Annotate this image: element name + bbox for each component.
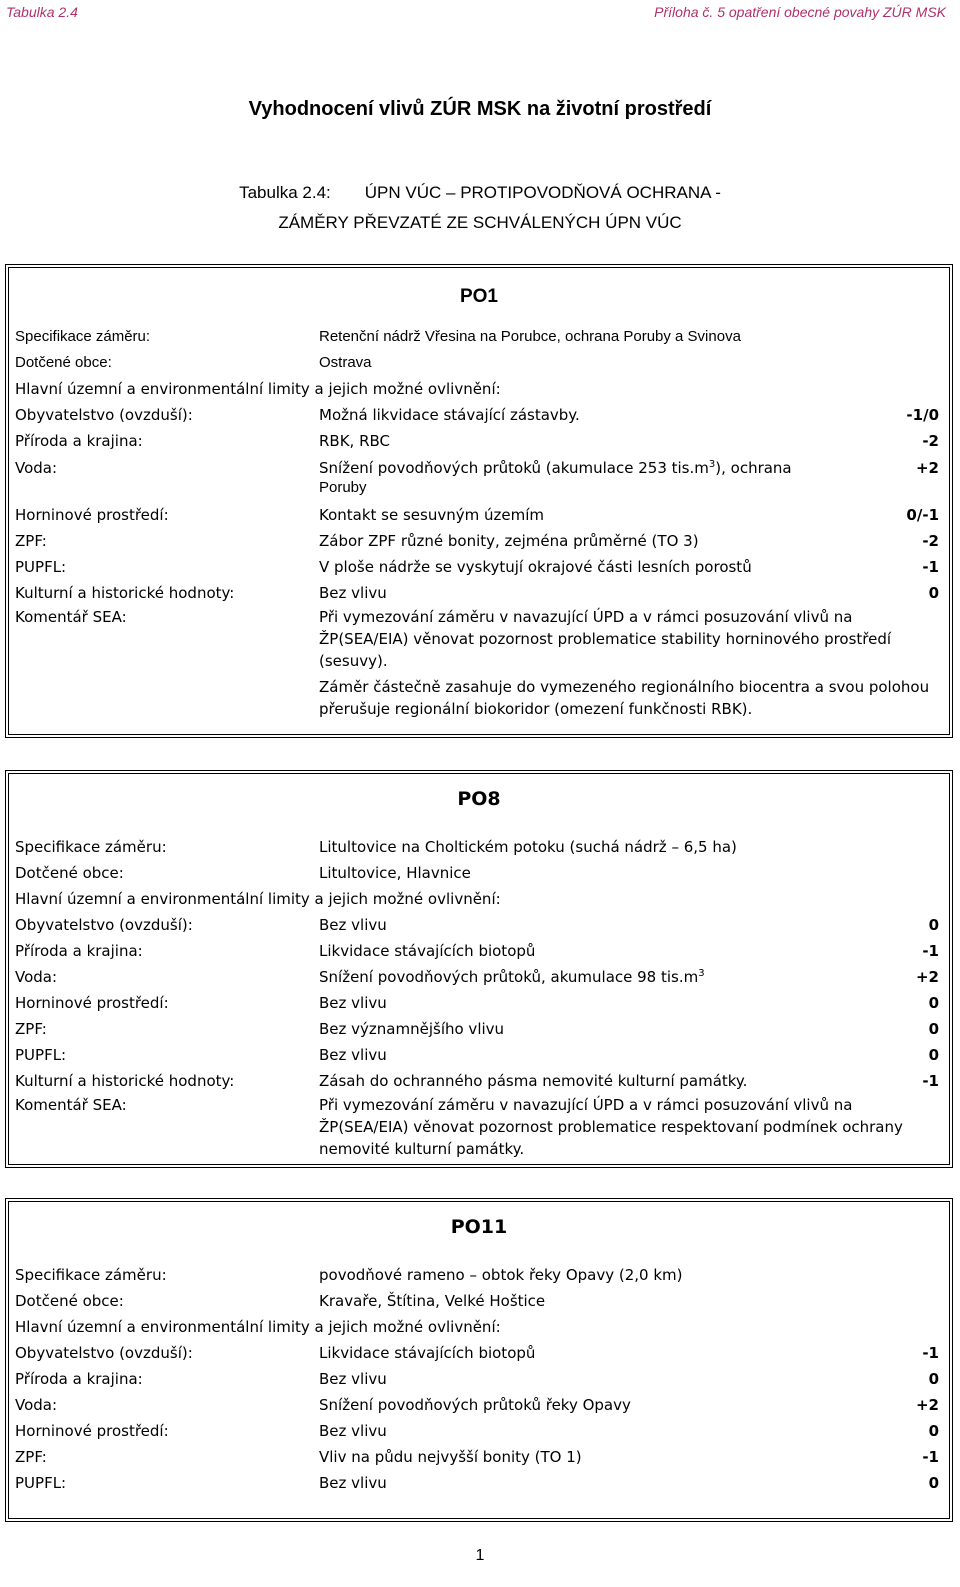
po8-priroda-value: Likvidace stávajících biotopů <box>319 942 536 960</box>
header-right: Příloha č. 5 opatření obecné povahy ZÚR MSK <box>654 4 946 20</box>
po1-kult-label: Kulturní a historické hodnoty: <box>15 584 235 602</box>
po1-priroda-value: RBK, RBC <box>319 432 391 450</box>
po8-kult-row <box>9 1068 949 1094</box>
po1-obyv-score: -1/0 <box>906 406 939 424</box>
po8-voda-label: Voda: <box>15 968 58 986</box>
po11-zpf-value: Vliv na půdu nejvyšší bonity (TO 1) <box>319 1448 582 1466</box>
po11-obce-value: Kravaře, Štítina, Velké Hoštice <box>319 1292 546 1310</box>
po11-horn-score: 0 <box>928 1422 939 1440</box>
po11-pupfl-value: Bez vlivu <box>319 1474 387 1492</box>
po1-priroda-score: -2 <box>922 432 939 450</box>
po8-horn-score: 0 <box>928 994 939 1012</box>
po1-voda-score: +2 <box>915 459 939 477</box>
po1-pupfl-score: -1 <box>922 558 939 576</box>
po8-pupfl-row <box>9 1042 949 1068</box>
po1-kult-score: 0 <box>928 584 939 602</box>
po8-kult-label: Kulturní a historické hodnoty: <box>15 1072 235 1090</box>
po8-obce-row <box>9 860 949 886</box>
po8-voda-score: +2 <box>915 968 939 986</box>
po8-zpf-row <box>9 1016 949 1042</box>
po8-kult-score: -1 <box>922 1072 939 1090</box>
po1-kult-value: Bez vlivu <box>319 584 387 602</box>
po8-pupfl-value: Bez vlivu <box>319 1046 387 1064</box>
po8-spec-label: Specifikace záměru: <box>15 838 167 856</box>
po11-obce-row <box>9 1288 949 1314</box>
po1-horn-row <box>9 502 949 528</box>
po11-voda-value: Snížení povodňových průtoků řeky Opavy <box>319 1396 631 1414</box>
po11-priroda-label: Příroda a krajina: <box>15 1370 143 1388</box>
po1-pupfl-row <box>9 554 949 580</box>
po8-spec-value: Litultovice na Choltickém potoku (suchá nádrž – 6,5 ha) <box>319 838 737 856</box>
page-number: 1 <box>475 1547 485 1564</box>
po8-limits-row <box>9 886 949 912</box>
po11-zpf-row <box>9 1444 949 1470</box>
po1-obyv-row <box>9 402 949 428</box>
po11-zpf-score: -1 <box>922 1448 939 1466</box>
po1-obce-value: Ostrava <box>319 354 372 371</box>
po8-zpf-label: ZPF: <box>15 1020 47 1038</box>
po8-kult-value: Zásah do ochranného pásma nemovité kulturní památky. <box>319 1072 748 1090</box>
po11-horn-value: Bez vlivu <box>319 1422 387 1440</box>
po1-spec-row <box>9 324 949 350</box>
po11-voda-row <box>9 1392 949 1418</box>
po11-obyv-value: Likvidace stávajících biotopů <box>319 1344 536 1362</box>
po8-voda-value: Snížení povodňových průtoků, akumulace 98 $tis.m^3$ <box>319 968 705 986</box>
po1-horn-label: Horninové prostředí: <box>15 506 169 524</box>
po8-priroda-label: Příroda a krajina: <box>15 942 143 960</box>
po8-horn-label: Horninové prostředí: <box>15 994 169 1012</box>
po1-pupfl-label: PUPFL: <box>15 558 67 576</box>
po1-zpf-label: ZPF: <box>15 532 47 550</box>
po8-voda-row <box>9 964 949 990</box>
po8-obyv-score: 0 <box>928 916 939 934</box>
po1-spec-value: Retenční nádrž Vřesina na Porubce, ochrana Poruby a Svinova <box>319 328 741 345</box>
po11-pupfl-label: PUPFL: <box>15 1474 67 1492</box>
po8-obyv-label: Obyvatelstvo (ovzduší): <box>15 916 193 934</box>
po1-voda-row <box>9 454 949 502</box>
po11-obce-label: Dotčené obce: <box>15 1292 124 1310</box>
po1-limits-label: Hlavní územní a environmentální limity a jejich možné ovlivnění: <box>15 380 501 398</box>
po11-pupfl-score: 0 <box>928 1474 939 1492</box>
po1-pupfl-value: V ploše nádrže se vyskytují okrajové části lesních porostů <box>319 558 752 576</box>
po8-title: PO8 <box>457 788 501 810</box>
po11-obyv-label: Obyvatelstvo (ovzduší): <box>15 1344 193 1362</box>
po8-pupfl-score: 0 <box>928 1046 939 1064</box>
po8-horn-row <box>9 990 949 1016</box>
po1-priroda-row <box>9 428 949 454</box>
po1-obce-label: Dotčené obce: <box>15 354 112 371</box>
po1-obyv-value: Možná likvidace stávající zástavby. <box>319 406 580 424</box>
po1-spec-label: Specifikace záměru: <box>15 328 151 345</box>
po11-spec-value: povodňové rameno – obtok řeky Opavy (2,0 km) <box>319 1266 683 1284</box>
po1-limits-row <box>9 376 949 402</box>
po8-obyv-value: Bez vlivu <box>319 916 387 934</box>
po8-spec-row <box>9 834 949 860</box>
po8-koment-value: Při vymezování záměru v navazující ÚPD a v rámci posuzování vlivů na ŽP(SEA/EIA) věnovat pozornost problematice respektovaní podmínek ochrany nemovité kulturní památky. <box>319 1096 903 1158</box>
po11-title: PO11 <box>450 1216 508 1238</box>
po8-koment-label: Komentář SEA: <box>15 1096 127 1114</box>
po1-obyv-label: Obyvatelstvo (ovzduší): <box>15 406 193 424</box>
po11-spec-row <box>9 1262 949 1288</box>
table-po8 <box>5 770 953 1168</box>
po11-pupfl-row <box>9 1470 949 1496</box>
po11-priroda-score: 0 <box>928 1370 939 1388</box>
po11-voda-label: Voda: <box>15 1396 58 1414</box>
po1-kult-row <box>9 580 949 606</box>
po8-zpf-score: 0 <box>928 1020 939 1038</box>
po11-horn-label: Horninové prostředí: <box>15 1422 169 1440</box>
po8-obce-value: Litultovice, Hlavnice <box>319 864 471 882</box>
po8-limits-label: Hlavní územní a environmentální limity a jejich možné ovlivnění: <box>15 890 501 908</box>
po8-koment-row <box>9 1094 949 1160</box>
po1-zpf-value: Zábor ZPF různé bonity, zejména průměrné (TO 3) <box>319 532 699 550</box>
po8-priroda-row <box>9 938 949 964</box>
po1-voda-value: Snížení povodňových průtoků (akumulace 253 $tis.m^3$), ochrana Poruby <box>319 459 792 496</box>
po8-priroda-score: -1 <box>922 942 939 960</box>
po11-obyv-score: -1 <box>922 1344 939 1362</box>
po8-pupfl-label: PUPFL: <box>15 1046 67 1064</box>
po11-voda-score: +2 <box>915 1396 939 1414</box>
po8-horn-value: Bez vlivu <box>319 994 387 1012</box>
table-number: Tabulka 2.4: <box>239 183 331 202</box>
po1-title: PO1 <box>459 286 499 307</box>
po1-koment-row <box>9 606 949 720</box>
po11-obyv-row <box>9 1340 949 1366</box>
table-title-line2: ZÁMĚRY PŘEVZATÉ ZE SCHVÁLENÝCH ÚPN VÚC <box>278 213 682 232</box>
table-po1 <box>5 264 953 738</box>
po1-voda-label: Voda: <box>15 459 58 477</box>
po11-priroda-row <box>9 1366 949 1392</box>
po11-priroda-value: Bez vlivu <box>319 1370 387 1388</box>
po8-obyv-row <box>9 912 949 938</box>
po8-zpf-value: Bez významnějšího vlivu <box>319 1020 505 1038</box>
po11-zpf-label: ZPF: <box>15 1448 47 1466</box>
po1-koment-label: Komentář SEA: <box>15 608 127 626</box>
po1-horn-value: Kontakt se sesuvným územím <box>319 506 544 524</box>
po1-priroda-label: Příroda a krajina: <box>15 432 143 450</box>
header-left: Tabulka 2.4 <box>6 4 78 20</box>
po1-koment-value: Při vymezování záměru v navazující ÚPD a v rámci posuzování vlivů na ŽP(SEA/EIA) věnovat pozornost problematice stability horninového prostředí (sesuvy). Záměr částečně zasahuje do vymezeného regionálního biocentra a svou polohou přerušuje regionální biokoridor (omezení funkčnosti RBK). <box>319 608 930 718</box>
table-po11 <box>5 1198 953 1522</box>
po1-horn-score: 0/-1 <box>906 506 939 524</box>
table-title <box>0 178 960 238</box>
po1-zpf-row <box>9 528 949 554</box>
po11-horn-row <box>9 1418 949 1444</box>
document-title: Vyhodnocení vlivů ZÚR MSK na životní prostředí <box>248 98 712 120</box>
po1-zpf-score: -2 <box>922 532 939 550</box>
po11-limits-row <box>9 1314 949 1340</box>
po11-limits-label: Hlavní územní a environmentální limity a jejich možné ovlivnění: <box>15 1318 501 1336</box>
table-title-line1: ÚPN VÚC – PROTIPOVODŇOVÁ OCHRANA - <box>364 183 721 202</box>
po8-obce-label: Dotčené obce: <box>15 864 124 882</box>
po11-spec-label: Specifikace záměru: <box>15 1266 167 1284</box>
po1-obce-row <box>9 350 949 376</box>
